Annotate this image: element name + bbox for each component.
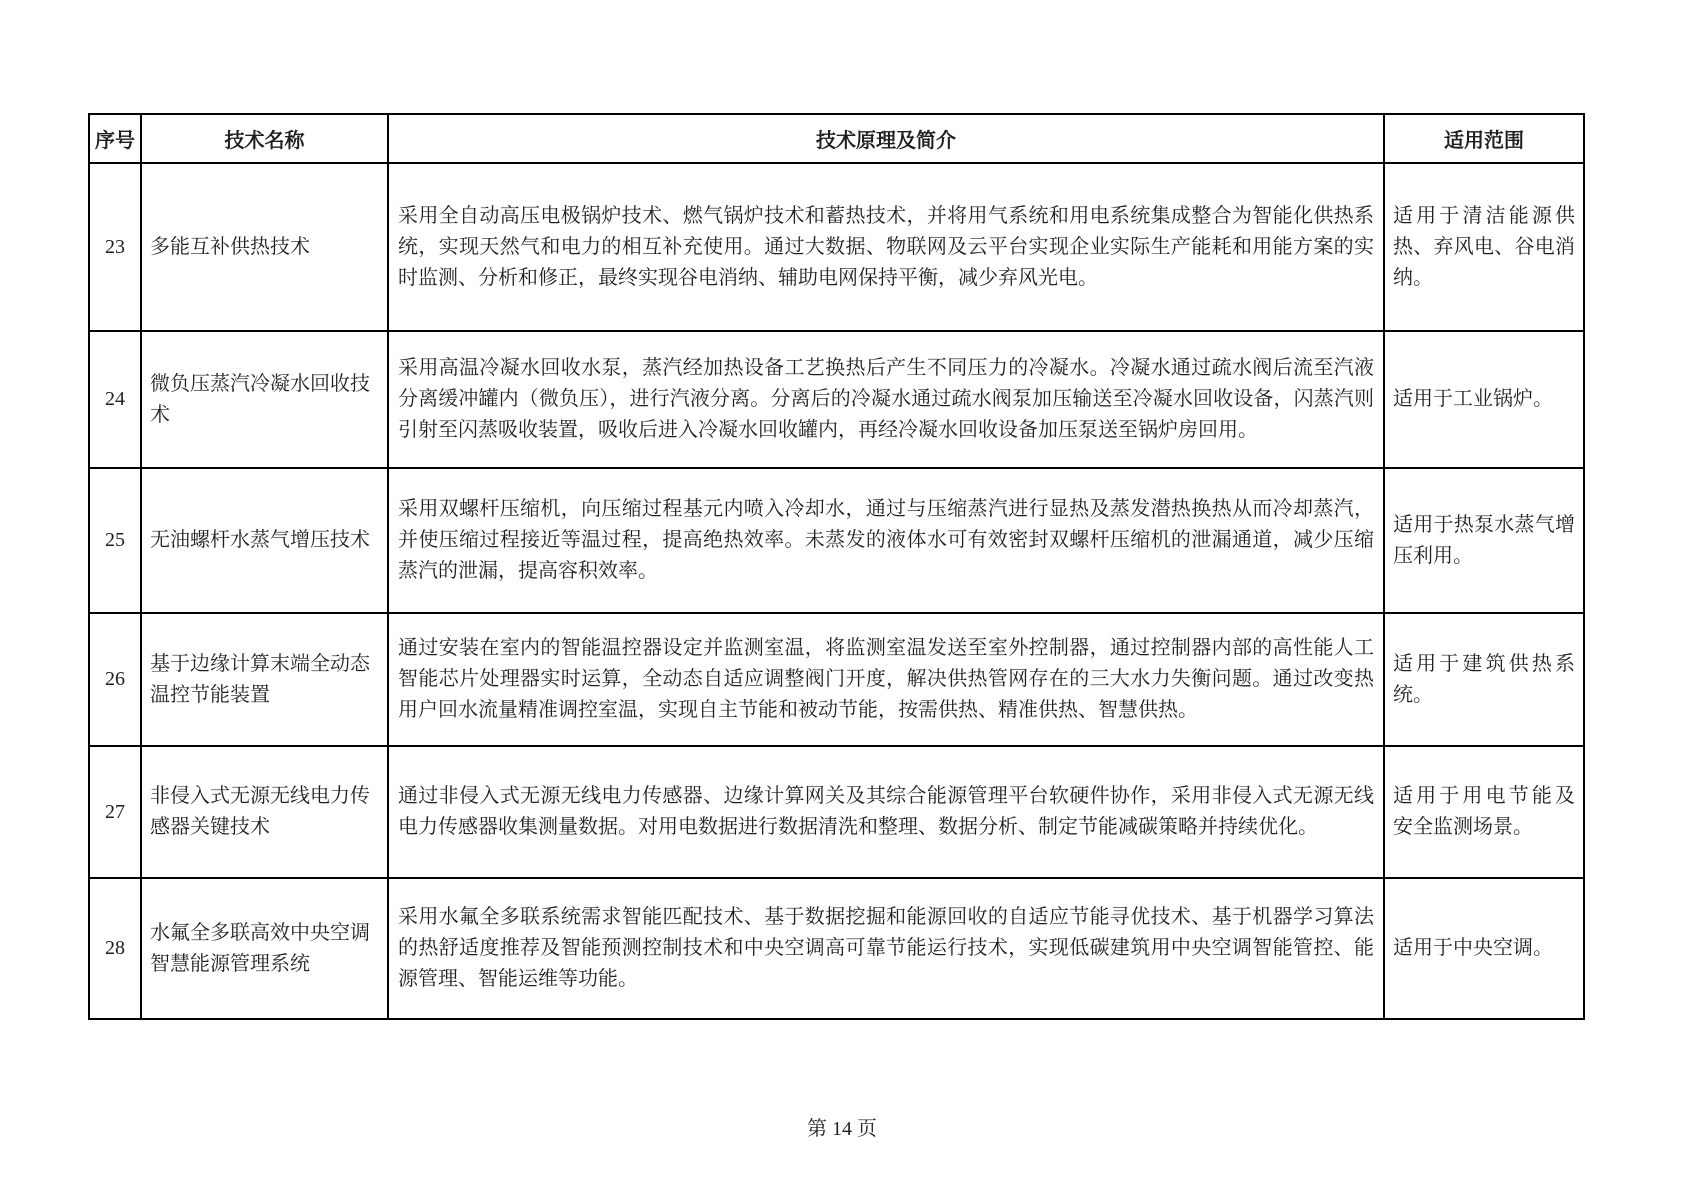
principle-cell: 通过非侵入式无源无线电力传感器、边缘计算网关及其综合能源管理平台软硬件协作，采用非侵入式无源无线电力传感器收集测量数据。对用电数据进行数据清洗和整理、数据分析、制定节能减碳策略并持续优化。	[388, 746, 1384, 878]
scope-cell: 适用于用电节能及 安全监测场景。	[1384, 746, 1584, 878]
page-number: 第 14 页	[807, 1118, 877, 1140]
technology-table	[88, 113, 1585, 1020]
serial-number-cell: 27	[89, 746, 141, 878]
table-row	[89, 468, 1584, 613]
tech-name-cell: 微负压蒸汽冷凝水回收技术	[141, 331, 388, 468]
header-serial-number: 序号	[89, 114, 141, 163]
tech-name-cell: 非侵入式无源无线电力传感器关键技术	[141, 746, 388, 878]
table-row	[89, 746, 1584, 878]
serial-number-cell: 28	[89, 878, 141, 1019]
scope-cell: 适用于热泵水蒸气增压利用。	[1384, 468, 1584, 613]
table-row	[89, 163, 1584, 331]
table-row	[89, 613, 1584, 746]
principle-cell: 通过安装在室内的智能温控器设定并监测室温，将监测室温发送至室外控制器，通过控制器内部的高性能人工智能芯片处理器实时运算，全动态自适应调整阀门开度，解决供热管网存在的三大水力失衡问题。通过改变热用户回水流量精准调控室温，实现自主节能和被动节能，按需供热、精准供热、智慧供热。	[388, 613, 1384, 746]
scope-cell: 适用于工业锅炉。	[1384, 331, 1584, 468]
principle-cell: 采用高温冷凝水回收水泵，蒸汽经加热设备工艺换热后产生不同压力的冷凝水。冷凝水通过疏水阀后流至汽液分离缓冲罐内（微负压），进行汽液分离。分离后的冷凝水通过疏水阀泵加压输送至冷凝水回收设备，闪蒸汽则引射至闪蒸吸收装置，吸收后进入冷凝水回收罐内，再经冷凝水回收设备加压泵送至锅炉房回用。	[388, 331, 1384, 468]
scope-cell: 适用于中央空调。	[1384, 878, 1584, 1019]
header-principle: 技术原理及简介	[388, 114, 1384, 163]
serial-number-cell: 23	[89, 163, 141, 331]
serial-number-cell: 25	[89, 468, 141, 613]
table-row	[89, 878, 1584, 1019]
scope-cell: 适用于建筑供热系统。	[1384, 613, 1584, 746]
principle-cell: 采用水氟全多联系统需求智能匹配技术、基于数据挖掘和能源回收的自适应节能寻优技术、基于机器学习算法的热舒适度推荐及智能预测控制技术和中央空调高可靠节能运行技术，实现低碳建筑用中央空调智能管控、能源管理、智能运维等功能。	[388, 878, 1384, 1019]
scope-cell: 适用于清洁能源供热、弃风电、谷电消纳。	[1384, 163, 1584, 331]
serial-number-cell: 24	[89, 331, 141, 468]
tech-name-cell: 水氟全多联高效中央空调智慧能源管理系统	[141, 878, 388, 1019]
table-row	[89, 331, 1584, 468]
principle-cell: 采用双螺杆压缩机，向压缩过程基元内喷入冷却水，通过与压缩蒸汽进行显热及蒸发潜热换热从而冷却蒸汽，并使压缩过程接近等温过程，提高绝热效率。未蒸发的液体水可有效密封双螺杆压缩机的泄漏通道，减少压缩蒸汽的泄漏，提高容积效率。	[388, 468, 1384, 613]
tech-name-cell: 多能互补供热技术	[141, 163, 388, 331]
tech-name-cell: 基于边缘计算末端全动态温控节能装置	[141, 613, 388, 746]
serial-number-cell: 26	[89, 613, 141, 746]
table-header-row	[89, 114, 1584, 163]
header-tech-name: 技术名称	[141, 114, 388, 163]
header-scope: 适用范围	[1384, 114, 1584, 163]
principle-cell: 采用全自动高压电极锅炉技术、燃气锅炉技术和蓄热技术，并将用气系统和用电系统集成整合为智能化供热系统，实现天然气和电力的相互补充使用。通过大数据、物联网及云平台实现企业实际生产能耗和用能方案的实时监测、分析和修正，最终实现谷电消纳、辅助电网保持平衡，减少弃风光电。	[388, 163, 1384, 331]
tech-name-cell: 无油螺杆水蒸气增压技术	[141, 468, 388, 613]
